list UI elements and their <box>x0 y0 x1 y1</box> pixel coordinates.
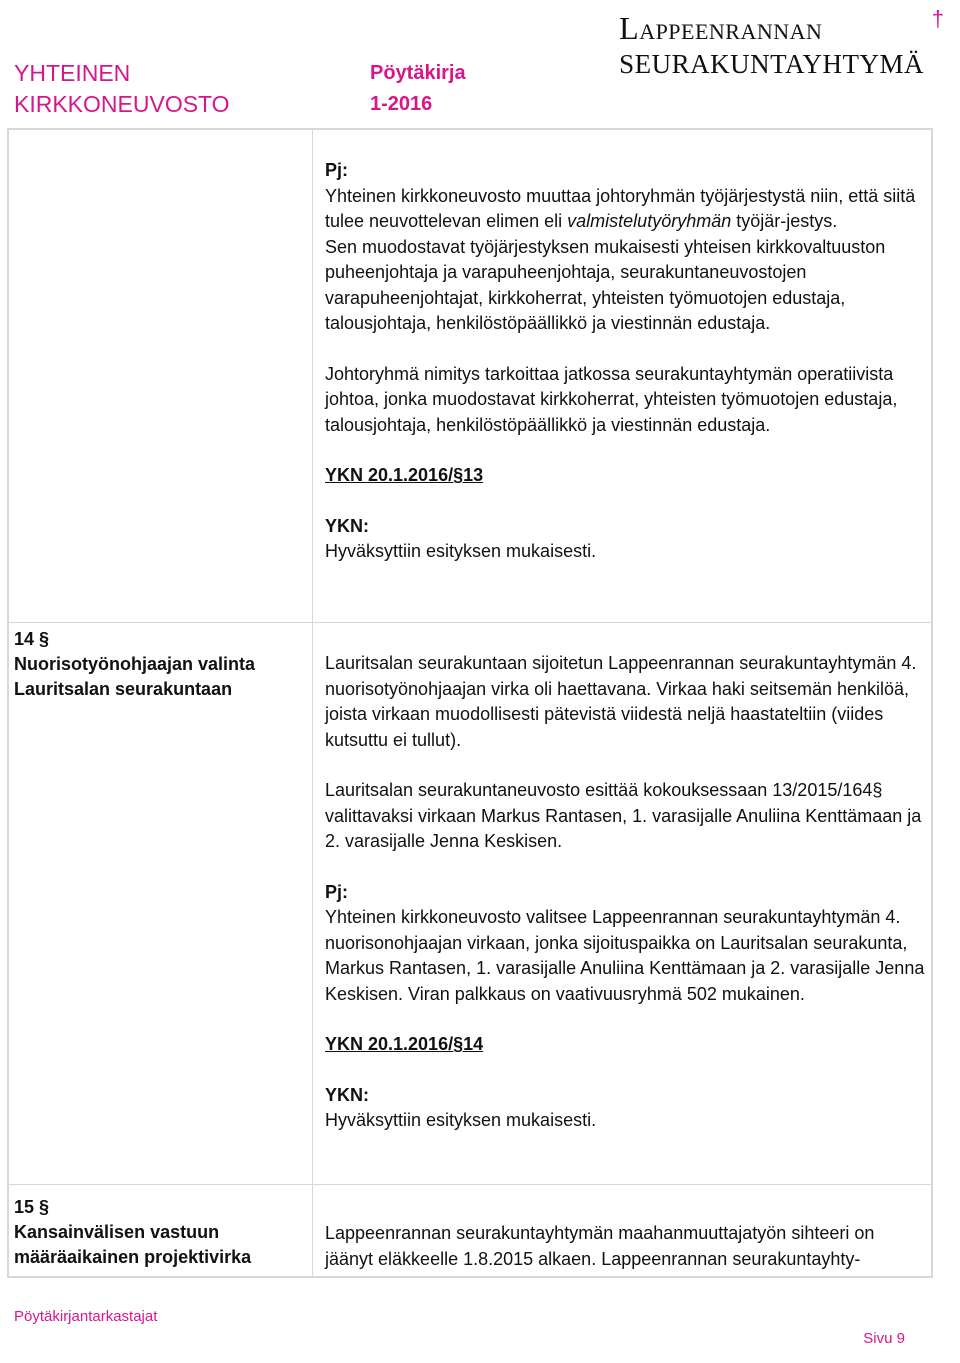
decision-label: YKN: <box>325 515 369 536</box>
parish-council-proposal: Lauritsalan seurakuntaneuvosto esittää kokouksessaan 13/2015/164§ valittavaksi virkaan Markus Rantasen, 1. varasijalle Anuliina Kenttämaan ja 2. varasijalle Jenna Keskisen. <box>325 780 922 851</box>
management-group-paragraph: Johtoryhmä nimitys tarkoittaa jatkossa seurakuntayhtymän operatiivista johtoa, jonka muodostavat kirkkoherrat, yhteisten työmuotojen edustaja, talousjohtaja, henkilöstöpäällikkö ja viestinnän edustaja. <box>325 363 898 435</box>
section-14-number: 14 § <box>14 629 50 649</box>
section-14-body <box>325 651 925 1134</box>
frame-top-border <box>7 128 933 130</box>
section-15-divider <box>7 1184 933 1185</box>
section-15-body <box>325 1221 925 1272</box>
cross-icon: † <box>931 6 944 31</box>
section-14-heading <box>14 627 299 702</box>
section-15-number: 15 § <box>14 1197 50 1217</box>
chair-proposal-italic: valmistelutyöryhmän <box>567 211 732 231</box>
organization-logo <box>619 6 944 80</box>
previous-section-continuation <box>325 158 925 565</box>
logo-wordmark: Lappeenrannan <box>619 10 823 46</box>
document-type <box>370 58 466 120</box>
page-number: Sivu 9 <box>863 1330 905 1347</box>
logo-line-1 <box>619 10 924 47</box>
chair-proposal-text-2: työjär-jestys. <box>736 211 838 231</box>
section-15-heading <box>14 1195 299 1270</box>
doc-number: 1-2016 <box>370 93 433 115</box>
vacancy-paragraph: Lauritsalan seurakuntaan sijoitetun Lappeenrannan seurakuntayhtymän 4. nuorisotyönohjaajan virka oli haettavana. Virkaa haki seitsemän henkilöä, joista virkaan muodollisesti pätevistä viidestä neljä haastateltiin (viides kutsuttu ei tullut). <box>325 653 917 750</box>
minutes-checkers-label: Pöytäkirjantarkastajat <box>14 1308 158 1325</box>
doc-type-label: Pöytäkirja <box>370 62 466 84</box>
retirement-paragraph: Lappeenrannan seurakuntayhtymän maahanmuuttajatyön sihteeri on jäänyt eläkkeelle 1.8.2015 alkaen. Lappeenrannan seurakuntayhty- <box>325 1223 875 1269</box>
meeting-reference: YKN 20.1.2016/§13 <box>325 465 484 485</box>
frame-left-border <box>7 128 9 1278</box>
composition-paragraph: Sen muodostavat työjärjestyksen mukaisesti yhteisen kirkkovaltuuston puheenjohtaja ja varapuheenjohtaja, seurakuntaneuvostojen varapuheenjohtajat, kirkkoherrat, yhteisten työmuotojen edustaja, talousjohtaja, henkilöstöpäällikkö ja viestinnän edustaja. <box>325 236 886 333</box>
chair-label: Pj: <box>325 160 349 180</box>
chair-label: Pj: <box>325 881 349 902</box>
decision-text: Hyväksyttiin esityksen mukaisesti. <box>325 541 597 561</box>
org-line-1: YHTEINEN <box>14 60 131 86</box>
section-15-title: Kansainvälisen vastuun määräaikainen projektivirka <box>14 1222 252 1267</box>
chair-proposal-text-1: Yhteinen kirkkoneuvosto muuttaa johtoryhmän työjärjestystä niin, että siitä tulee neuvottelevan elimen eli <box>325 185 916 231</box>
decision-label: YKN: <box>325 1084 369 1105</box>
decision-text: Hyväksyttiin esityksen mukaisesti. <box>325 1110 597 1130</box>
org-line-2: KIRKKONEUVOSTO <box>14 91 230 117</box>
logo-line-2: SEURAKUNTAYHTYMÄ <box>619 49 924 79</box>
chair-proposal <box>325 184 925 235</box>
frame-bottom-border <box>7 1276 933 1278</box>
column-divider <box>312 128 313 1278</box>
organization-name <box>14 58 230 120</box>
section-14-title: Nuorisotyönohjaajan valinta Lauritsalan seurakuntaan <box>14 654 256 699</box>
frame-right-border <box>931 128 933 1278</box>
meeting-reference: YKN 20.1.2016/§14 <box>325 1034 484 1054</box>
section-14-divider <box>7 622 933 623</box>
chair-proposal: Yhteinen kirkkoneuvosto valitsee Lappeenrannan seurakuntayhtymän 4. nuorisonohjaajan virkaan, jonka sijoituspaikka on Lauritsalan seurakunta, Markus Rantasen, 1. varasijalle Anuliina Kenttämaan ja 2. varasijalle Jenna Keskisen. Viran palkkaus on vaativuusryhmä 502 mukainen. <box>325 907 925 1004</box>
